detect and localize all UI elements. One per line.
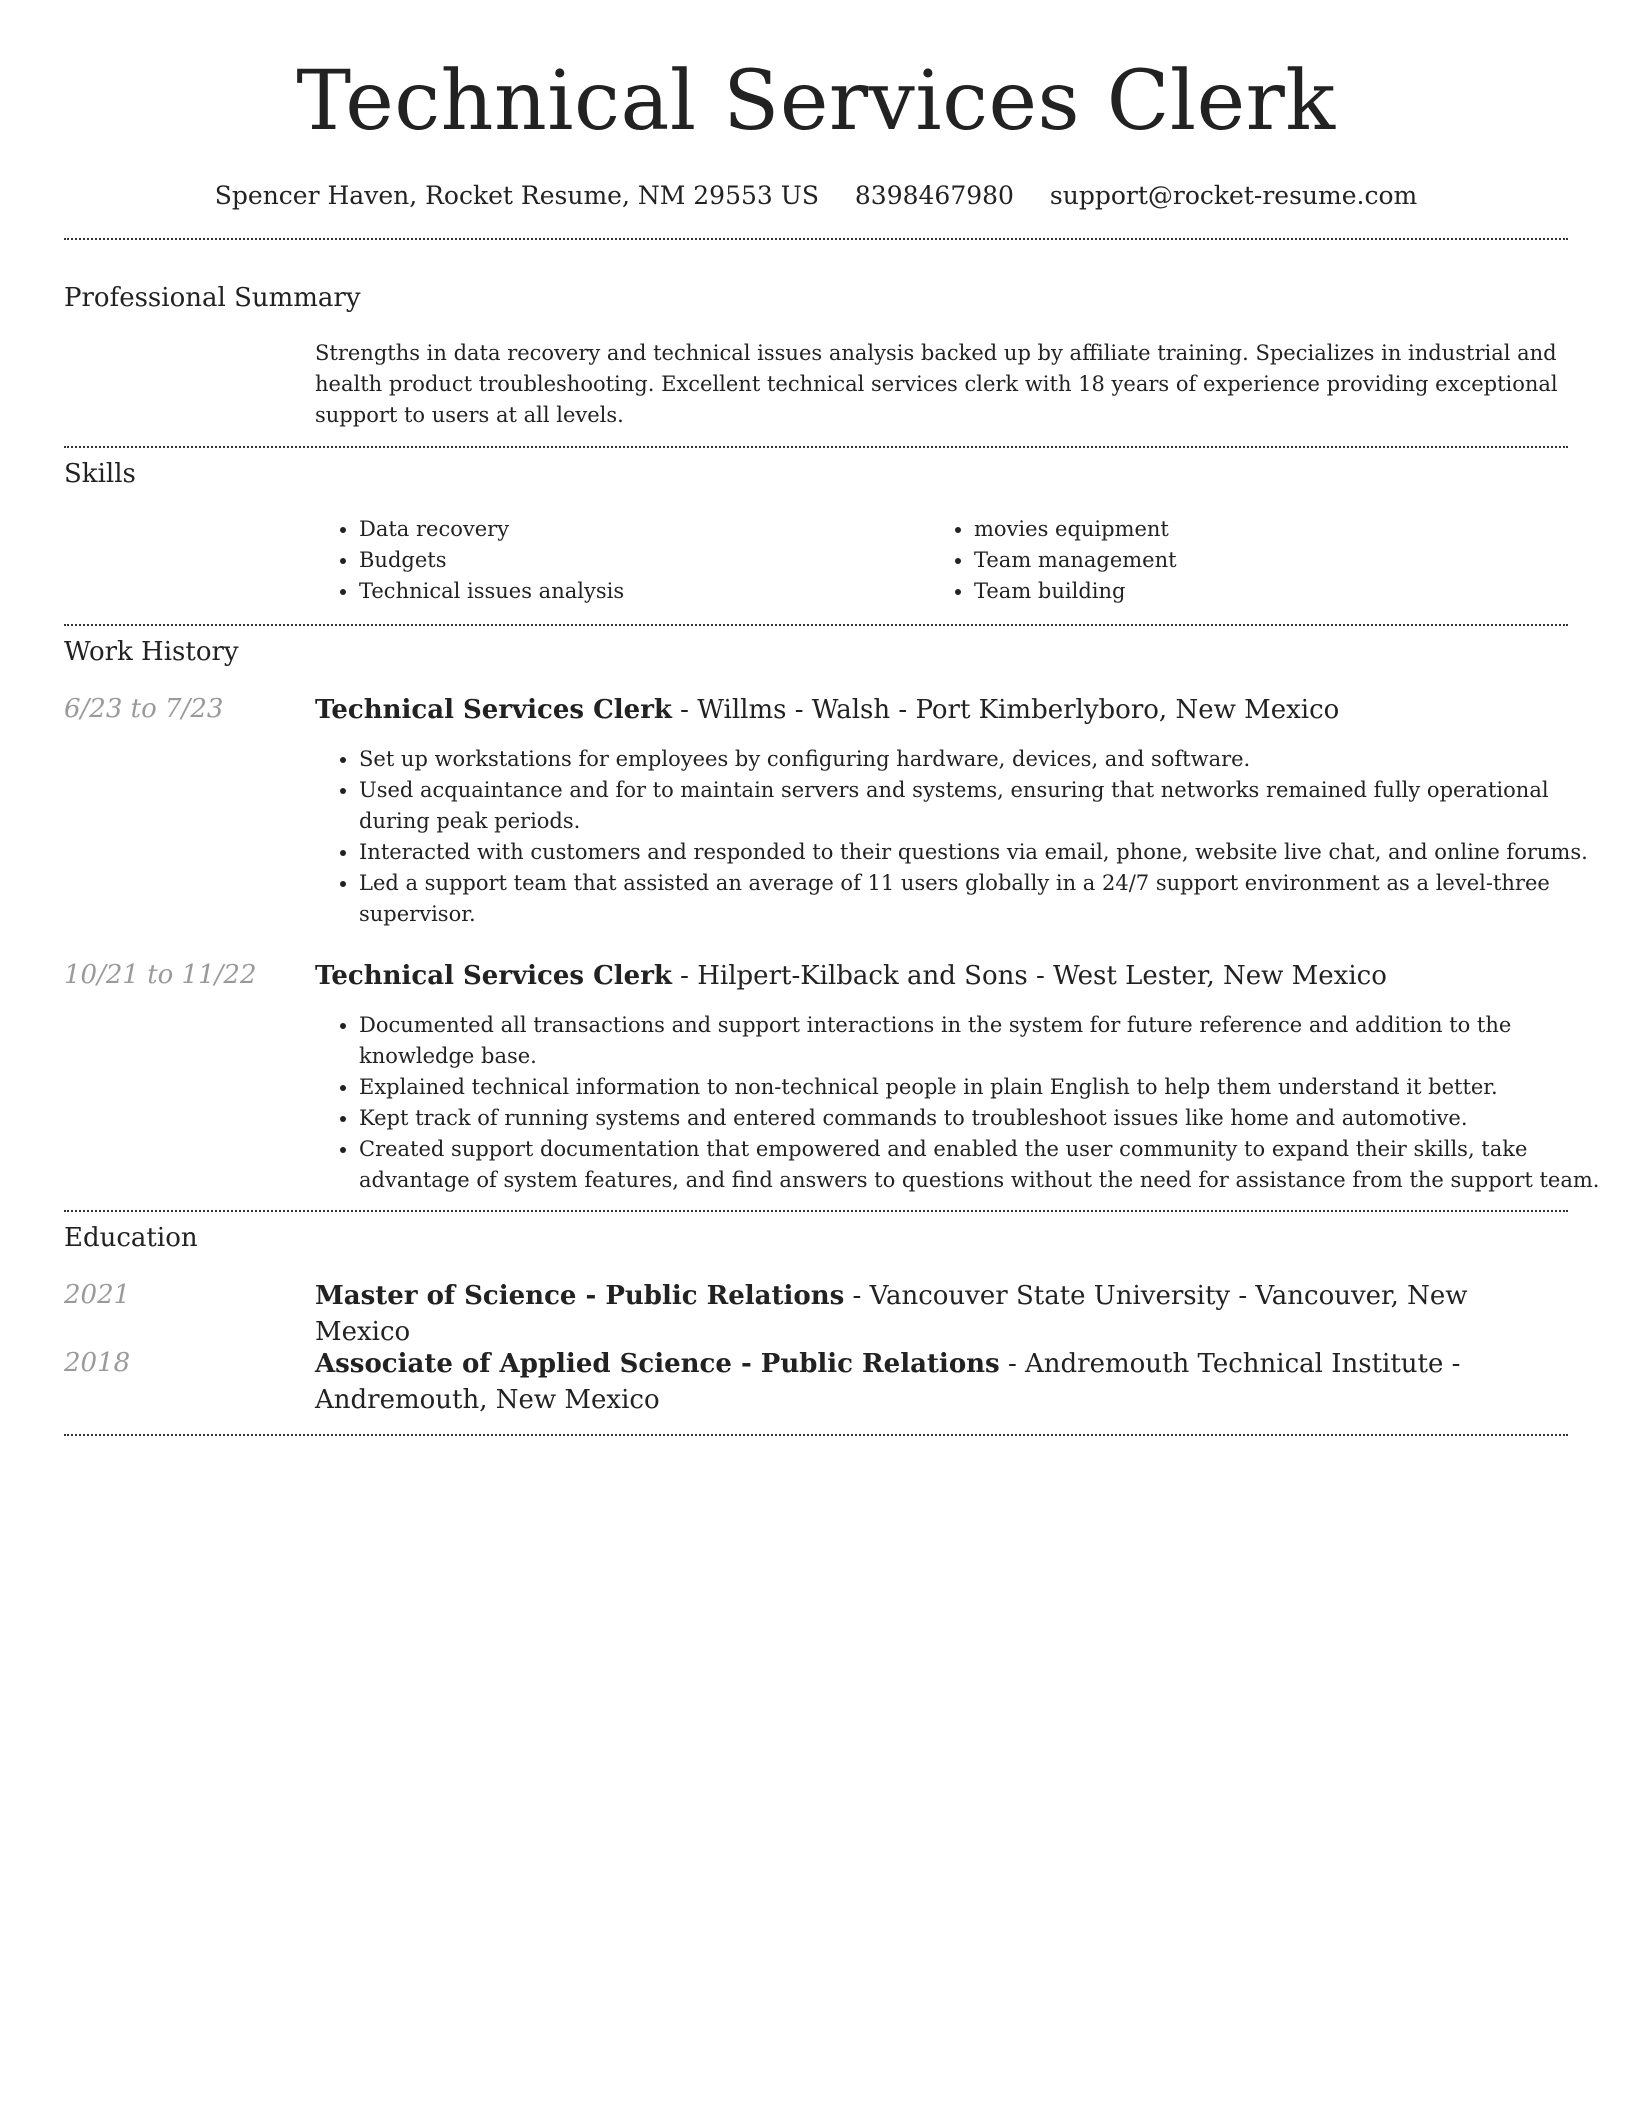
work-heading: Work History	[64, 637, 239, 667]
education-heading: Education	[64, 1223, 198, 1253]
resume-header	[0, 0, 1632, 212]
job-role: Technical Services Clerk	[315, 961, 672, 991]
education-year: 2021	[64, 1280, 131, 1310]
section-divider	[64, 446, 1568, 448]
education-degree: Master of Science - Public Relations	[315, 1281, 845, 1311]
skills-list-right	[930, 514, 1574, 607]
job-bullet: • Used acquaintance and for to maintain servers and systems, ensuring that networks remained fully operational during peak periods.	[359, 775, 1609, 837]
skill-item: • Technical issues analysis	[359, 576, 919, 607]
job-title	[315, 958, 1565, 994]
skill-item: • Team building	[974, 576, 1574, 607]
job-bullet: • Set up workstations for employees by configuring hardware, devices, and software.	[359, 744, 1609, 775]
job-employer: - Hilpert-Kilback and Sons - West Lester, New Mexico	[671, 961, 1387, 991]
job-bullet: • Explained technical information to non-technical people in plain English to help them understand it better.	[359, 1072, 1609, 1103]
skills-heading: Skills	[64, 459, 136, 489]
section-divider	[64, 624, 1568, 626]
job-title	[315, 692, 1565, 728]
contact-line	[0, 180, 1632, 212]
contact-phone: 8398467980	[854, 181, 1014, 210]
education-degree: Associate of Applied Science - Public Relations	[315, 1349, 1000, 1379]
summary-text: Strengths in data recovery and technical issues analysis backed up by affiliate training. Specializes in industrial and health product troubleshooting. Excellent technical services clerk with 18 years of experience providing exceptional support to users at all levels.	[315, 341, 1558, 427]
education-school: - Vancouver State University - Vancouver, New Mexico	[315, 1281, 1468, 1347]
skills-list-left	[315, 514, 919, 607]
job-bullet: • Kept track of running systems and entered commands to troubleshoot issues like home and automotive.	[359, 1103, 1609, 1134]
job-bullet: • Interacted with customers and responded to their questions via email, phone, website live chat, and online forums.	[359, 837, 1609, 868]
education-entry	[315, 1346, 1565, 1418]
job-dates: 6/23 to 7/23	[64, 694, 224, 724]
section-divider	[64, 238, 1568, 240]
summary-heading: Professional Summary	[64, 283, 361, 313]
skill-item: • Data recovery	[359, 514, 919, 545]
skill-item: • Budgets	[359, 545, 919, 576]
job-bullet: • Documented all transactions and support interactions in the system for future reference and addition to the knowledge base.	[359, 1010, 1609, 1072]
contact-email: support@rocket-resume.com	[1049, 181, 1418, 210]
education-year: 2018	[64, 1348, 131, 1378]
job-employer: - Willms - Walsh - Port Kimberlyboro, New Mexico	[671, 695, 1340, 725]
section-divider	[64, 1434, 1568, 1436]
job-bullets	[315, 1010, 1609, 1196]
job-bullet: • Led a support team that assisted an average of 11 users globally in a 24/7 support environment as a level-three supervisor.	[359, 868, 1609, 930]
education-school: - Andremouth Technical Institute - Andremouth, New Mexico	[315, 1349, 1461, 1415]
job-dates: 10/21 to 11/22	[64, 960, 257, 990]
skill-item: • movies equipment	[974, 514, 1574, 545]
skill-item: • Team management	[974, 545, 1574, 576]
contact-address: Spencer Haven, Rocket Resume, NM 29553 US	[214, 181, 819, 210]
job-bullets	[315, 744, 1609, 930]
job-bullet: • Created support documentation that empowered and enabled the user community to expand their skills, take advantage of system features, and find answers to questions without the need for assistance from the support team.	[359, 1134, 1609, 1196]
education-entry	[315, 1278, 1565, 1350]
resume-name: Technical Services Clerk	[296, 54, 1336, 149]
section-divider	[64, 1210, 1568, 1212]
job-role: Technical Services Clerk	[315, 695, 672, 725]
